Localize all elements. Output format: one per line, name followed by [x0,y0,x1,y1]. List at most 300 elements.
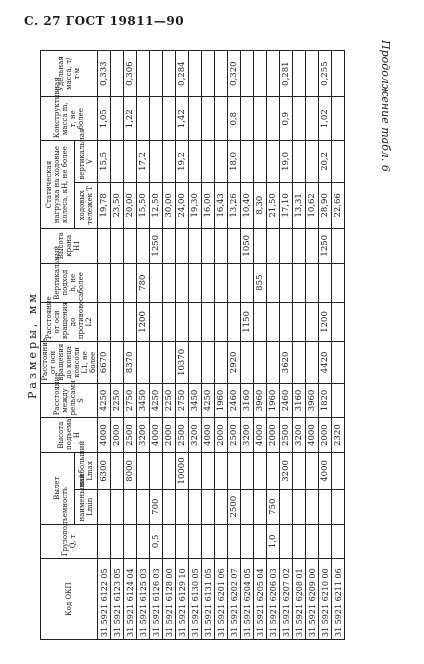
cell-reach-max: 8000 [124,452,137,489]
table-row [215,51,228,640]
table-caption: Размеры, мм [26,291,39,399]
cell-lift-height: 3200 [241,418,254,453]
cell-rail-gauge: 1960 [267,383,280,418]
cell-reach-min [254,489,267,524]
cell-capacity [332,524,345,559]
cell-capacity: 0,5 [150,524,163,559]
cell-capacity [306,524,319,559]
cell-construction-mass: 1,22 [124,97,137,141]
table-header [41,51,98,640]
cell-construction-mass [241,97,254,141]
cell-reach-max [163,452,176,489]
cell-capacity [254,524,267,559]
cell-axis-to-counterweight [293,302,306,341]
col-header-reach-max: наибольший Lmax [74,452,97,489]
cell-reach-min [189,489,202,524]
cell-axis-to-console [137,342,150,384]
cell-axis-to-console [163,342,176,384]
cell-specific-mass [254,51,267,97]
cell-static-load-vertical [189,141,202,183]
col-header-static-load: Статическая нагрузка на ходовые колеса, кН, не более [41,141,75,229]
cell-reach-max [293,452,306,489]
cell-specific-mass: 0,320 [228,51,241,97]
cell-axis-to-counterweight [163,302,176,341]
col-header-capacity: Грузоподъемность Q, т [41,524,98,559]
cell-vertical-reach [215,263,228,302]
cell-crane-height: 1250 [150,228,163,263]
cell-lift-height: 2000 [267,418,280,453]
cell-reach-max [332,452,345,489]
cell-vertical-reach: 855 [254,263,267,302]
cell-vertical-reach [163,263,176,302]
cell-reach-min [137,489,150,524]
cell-construction-mass: 1,42 [176,97,189,141]
cell-reach-min [332,489,345,524]
cell-lift-height: 4000 [202,418,215,453]
table-row [98,51,111,640]
cell-crane-height [293,228,306,263]
cell-static-load-running: 13,26 [228,182,241,228]
cell-crane-height [215,228,228,263]
cell-specific-mass: 0,306 [124,51,137,97]
table-row [241,51,254,640]
cell-axis-to-counterweight [332,302,345,341]
cell-axis-to-counterweight [306,302,319,341]
col-header-reach-min: наименьший Lmin [74,489,97,524]
cell-axis-to-counterweight [124,302,137,341]
cell-axis-to-console: 4420 [319,342,332,384]
cell-specific-mass [163,51,176,97]
cell-reach-max [137,452,150,489]
cell-lift-height: 2500 [228,418,241,453]
cell-static-load-vertical [150,141,163,183]
cell-reach-min: 700 [150,489,163,524]
cell-specific-mass: 0,284 [176,51,189,97]
col-header-rail-gauge: Расстояние между рельсами S [41,383,98,418]
cell-reach-min [111,489,124,524]
cell-axis-to-counterweight: 1200 [319,302,332,341]
cell-static-load-running: 15,50 [137,182,150,228]
cell-axis-to-counterweight [267,302,280,341]
table-body [98,51,345,640]
cell-static-load-vertical [254,141,267,183]
cell-lift-height: 2000 [111,418,124,453]
cell-axis-to-counterweight [280,302,293,341]
cell-rail-gauge: 2750 [176,383,189,418]
cell-specific-mass [293,51,306,97]
cell-code: 31 5921 6130 05 [189,559,202,640]
cell-axis-to-console: 8370 [124,342,137,384]
col-header-static-load-running: ходовых тележек T [74,182,97,228]
cell-reach-max [228,452,241,489]
cell-code: 31 5921 6204 05 [241,559,254,640]
cell-static-load-vertical [267,141,280,183]
table-row [124,51,137,640]
cell-crane-height [267,228,280,263]
cell-static-load-vertical: 15,5 [98,141,111,183]
cell-vertical-reach [202,263,215,302]
table-row [280,51,293,640]
cell-code: 31 5921 6122 05 [98,559,111,640]
cell-lift-height: 4000 [306,418,319,453]
cell-reach-max [267,452,280,489]
cell-code: 31 5921 6126 03 [150,559,163,640]
cell-code: 31 5921 6208 01 [293,559,306,640]
table-row [137,51,150,640]
cell-vertical-reach [280,263,293,302]
cell-axis-to-console [150,342,163,384]
cell-reach-min [163,489,176,524]
cell-axis-to-console [189,342,202,384]
cell-construction-mass [137,97,150,141]
table-row [202,51,215,640]
cell-axis-to-counterweight [98,302,111,341]
cell-specific-mass [111,51,124,97]
cell-reach-max: 6300 [98,452,111,489]
table-row [163,51,176,640]
cell-axis-to-console [306,342,319,384]
table-row [306,51,319,640]
cell-capacity [137,524,150,559]
table-continuation-title: Продолжение табл. 6 [379,40,392,172]
cell-axis-to-console: 3620 [280,342,293,384]
cell-static-load-vertical [241,141,254,183]
table-row [228,51,241,640]
cell-capacity [293,524,306,559]
cell-static-load-vertical [163,141,176,183]
cell-construction-mass [150,97,163,141]
cell-capacity: 1,0 [267,524,280,559]
cell-rail-gauge: 2250 [163,383,176,418]
cell-vertical-reach [306,263,319,302]
cell-capacity [163,524,176,559]
cell-code: 31 5921 6209 00 [306,559,319,640]
cell-code: 31 5921 6205 04 [254,559,267,640]
cell-capacity [202,524,215,559]
cell-vertical-reach [111,263,124,302]
cell-reach-max [111,452,124,489]
cell-reach-max [189,452,202,489]
cell-reach-max: 3200 [280,452,293,489]
cell-capacity [189,524,202,559]
cell-crane-height [124,228,137,263]
cell-construction-mass [267,97,280,141]
col-header-lift-height: Высота подъема H [41,418,98,453]
col-header-axis-to-console: Расстояние от оси вращения до конца консоли L1, не более [41,342,98,384]
cell-axis-to-console: 6670 [98,342,111,384]
cell-specific-mass [137,51,150,97]
cell-vertical-reach [293,263,306,302]
cell-reach-min [241,489,254,524]
cell-vertical-reach [241,263,254,302]
cell-axis-to-counterweight [189,302,202,341]
cell-code: 31 5921 6207 02 [280,559,293,640]
table-row [189,51,202,640]
cell-rail-gauge: 3160 [293,383,306,418]
cell-crane-height [306,228,319,263]
cell-reach-min [215,489,228,524]
cell-crane-height [202,228,215,263]
cell-axis-to-console [293,342,306,384]
cell-static-load-running: 16,00 [202,182,215,228]
cell-axis-to-console [202,342,215,384]
dimensions-table [40,50,345,640]
cell-static-load-vertical [293,141,306,183]
cell-axis-to-counterweight: 1200 [137,302,150,341]
cell-rail-gauge [332,383,345,418]
cell-specific-mass [189,51,202,97]
table-row [293,51,306,640]
cell-crane-height [111,228,124,263]
cell-reach-max [215,452,228,489]
col-header-axis-to-counterweight: Расстояние от оси вращения до противовеса L2 [41,302,98,341]
col-header-code: Код ОКП [41,559,98,640]
cell-vertical-reach [176,263,189,302]
cell-rail-gauge: 3960 [306,383,319,418]
cell-reach-max [150,452,163,489]
cell-reach-min [98,489,111,524]
cell-static-load-running: 22,66 [332,182,345,228]
cell-construction-mass: 1,05 [98,97,111,141]
cell-axis-to-counterweight [215,302,228,341]
col-header-specific-mass: Удельная масса, т/т·м [41,51,98,97]
cell-lift-height: 3200 [189,418,202,453]
cell-static-load-running: 24,00 [176,182,189,228]
cell-specific-mass: 0,333 [98,51,111,97]
cell-capacity [319,524,332,559]
cell-lift-height: 2000 [163,418,176,453]
cell-construction-mass: 0,8 [228,97,241,141]
cell-axis-to-counterweight [150,302,163,341]
cell-static-load-running: 19,78 [98,182,111,228]
cell-code: 31 5921 6124 04 [124,559,137,640]
cell-code: 31 5921 6123 05 [111,559,124,640]
cell-crane-height [98,228,111,263]
cell-static-load-running: 30,00 [163,182,176,228]
cell-crane-height [176,228,189,263]
cell-specific-mass: 0,281 [280,51,293,97]
cell-lift-height: 2320 [332,418,345,453]
col-header-crane-height: Высота крана H1 [41,228,98,263]
cell-vertical-reach [228,263,241,302]
cell-crane-height [254,228,267,263]
cell-static-load-running: 23,50 [111,182,124,228]
cell-reach-min [319,489,332,524]
cell-code: 31 5921 6125 03 [137,559,150,640]
cell-specific-mass [241,51,254,97]
cell-axis-to-counterweight [202,302,215,341]
table-row [319,51,332,640]
cell-construction-mass [332,97,345,141]
cell-reach-min [176,489,189,524]
cell-code: 31 5921 6129 10 [176,559,189,640]
cell-static-load-running: 19,30 [189,182,202,228]
cell-static-load-vertical: 20,2 [319,141,332,183]
table-row [150,51,163,640]
cell-static-load-running: 8,30 [254,182,267,228]
cell-vertical-reach [124,263,137,302]
cell-crane-height [137,228,150,263]
cell-static-load-vertical: 18,0 [228,141,241,183]
cell-lift-height: 2500 [280,418,293,453]
rotated-table-block [26,50,376,640]
cell-static-load-vertical [124,141,137,183]
cell-capacity [228,524,241,559]
cell-code: 31 5921 6128 00 [163,559,176,640]
cell-construction-mass: 1,02 [319,97,332,141]
cell-rail-gauge: 4250 [150,383,163,418]
cell-crane-height [163,228,176,263]
cell-axis-to-console: 10370 [176,342,189,384]
cell-axis-to-console: 2920 [228,342,241,384]
col-header-construction-mass: Конструктивная масса m, т, не более [41,97,98,141]
cell-axis-to-console [332,342,345,384]
cell-reach-min [202,489,215,524]
cell-static-load-vertical [306,141,319,183]
cell-static-load-vertical [111,141,124,183]
cell-crane-height [332,228,345,263]
cell-construction-mass [215,97,228,141]
cell-code: 31 5921 6211 06 [332,559,345,640]
cell-rail-gauge: 3450 [137,383,150,418]
cell-crane-height: 1250 [319,228,332,263]
cell-specific-mass [332,51,345,97]
table-row [254,51,267,640]
cell-capacity [215,524,228,559]
cell-axis-to-console [111,342,124,384]
cell-axis-to-counterweight: 1150 [241,302,254,341]
cell-construction-mass [189,97,202,141]
cell-reach-min: 750 [267,489,280,524]
cell-lift-height: 4000 [254,418,267,453]
cell-static-load-running: 10,62 [306,182,319,228]
cell-code: 31 5921 6210 00 [319,559,332,640]
cell-reach-max [254,452,267,489]
cell-specific-mass: 0,255 [319,51,332,97]
cell-static-load-vertical: 19,2 [176,141,189,183]
cell-capacity [241,524,254,559]
cell-lift-height: 3200 [137,418,150,453]
cell-static-load-running: 16,43 [215,182,228,228]
cell-construction-mass: 0,9 [280,97,293,141]
cell-capacity [280,524,293,559]
col-header-vertical-reach: Вертикальный подход h, не более [41,263,98,302]
cell-lift-height: 3200 [293,418,306,453]
cell-rail-gauge: 2750 [124,383,137,418]
cell-static-load-running: 10,40 [241,182,254,228]
cell-construction-mass [202,97,215,141]
cell-crane-height [189,228,202,263]
page-header: С. 27 ГОСТ 19811—90 [24,14,185,28]
cell-reach-min [124,489,137,524]
cell-static-load-running: 21,50 [267,182,280,228]
cell-specific-mass [215,51,228,97]
cell-reach-max: 4000 [319,452,332,489]
cell-rail-gauge: 4250 [98,383,111,418]
cell-capacity [176,524,189,559]
cell-lift-height: 2500 [176,418,189,453]
cell-axis-to-counterweight [254,302,267,341]
cell-axis-to-console [215,342,228,384]
cell-code: 31 5921 6206 03 [267,559,280,640]
cell-lift-height: 2000 [319,418,332,453]
cell-vertical-reach: 780 [137,263,150,302]
cell-static-load-vertical: 17,2 [137,141,150,183]
cell-static-load-running: 28,90 [319,182,332,228]
cell-specific-mass [267,51,280,97]
cell-axis-to-console [267,342,280,384]
cell-construction-mass [111,97,124,141]
cell-code: 31 5921 6131 05 [202,559,215,640]
table-row [267,51,280,640]
table-row [111,51,124,640]
cell-static-load-running: 13,31 [293,182,306,228]
cell-rail-gauge: 3960 [254,383,267,418]
cell-rail-gauge: 3160 [241,383,254,418]
cell-rail-gauge: 2460 [280,383,293,418]
cell-construction-mass [306,97,319,141]
cell-crane-height [280,228,293,263]
cell-vertical-reach [332,263,345,302]
cell-specific-mass [202,51,215,97]
cell-static-load-running: 20,00 [124,182,137,228]
table-row [176,51,189,640]
cell-axis-to-counterweight [176,302,189,341]
cell-construction-mass [293,97,306,141]
cell-specific-mass [150,51,163,97]
col-header-static-load-vertical: вертикальная V [74,141,97,183]
cell-axis-to-console [241,342,254,384]
cell-capacity [111,524,124,559]
cell-static-load-vertical: 19,0 [280,141,293,183]
cell-axis-to-counterweight [228,302,241,341]
cell-static-load-running: 17,10 [280,182,293,228]
cell-reach-min [293,489,306,524]
cell-lift-height: 2500 [124,418,137,453]
table-row [332,51,345,640]
cell-axis-to-counterweight [111,302,124,341]
cell-lift-height: 4000 [150,418,163,453]
cell-rail-gauge: 2460 [228,383,241,418]
cell-construction-mass [254,97,267,141]
cell-code: 31 5921 6201 06 [215,559,228,640]
cell-rail-gauge: 1960 [215,383,228,418]
cell-rail-gauge: 1820 [319,383,332,418]
cell-reach-min [306,489,319,524]
cell-reach-max [241,452,254,489]
cell-capacity [124,524,137,559]
cell-rail-gauge: 3450 [189,383,202,418]
cell-code: 31 5921 6202 07 [228,559,241,640]
cell-static-load-vertical [215,141,228,183]
cell-capacity [98,524,111,559]
cell-axis-to-console [254,342,267,384]
cell-static-load-running: 12,50 [150,182,163,228]
cell-crane-height [228,228,241,263]
cell-vertical-reach [319,263,332,302]
cell-static-load-vertical [202,141,215,183]
cell-reach-min [280,489,293,524]
cell-lift-height: 4000 [98,418,111,453]
cell-specific-mass [306,51,319,97]
cell-reach-max [202,452,215,489]
cell-reach-max: 10000 [176,452,189,489]
cell-crane-height: 1050 [241,228,254,263]
cell-reach-min: 2500 [228,489,241,524]
cell-vertical-reach [189,263,202,302]
cell-lift-height: 2000 [215,418,228,453]
cell-static-load-vertical [332,141,345,183]
